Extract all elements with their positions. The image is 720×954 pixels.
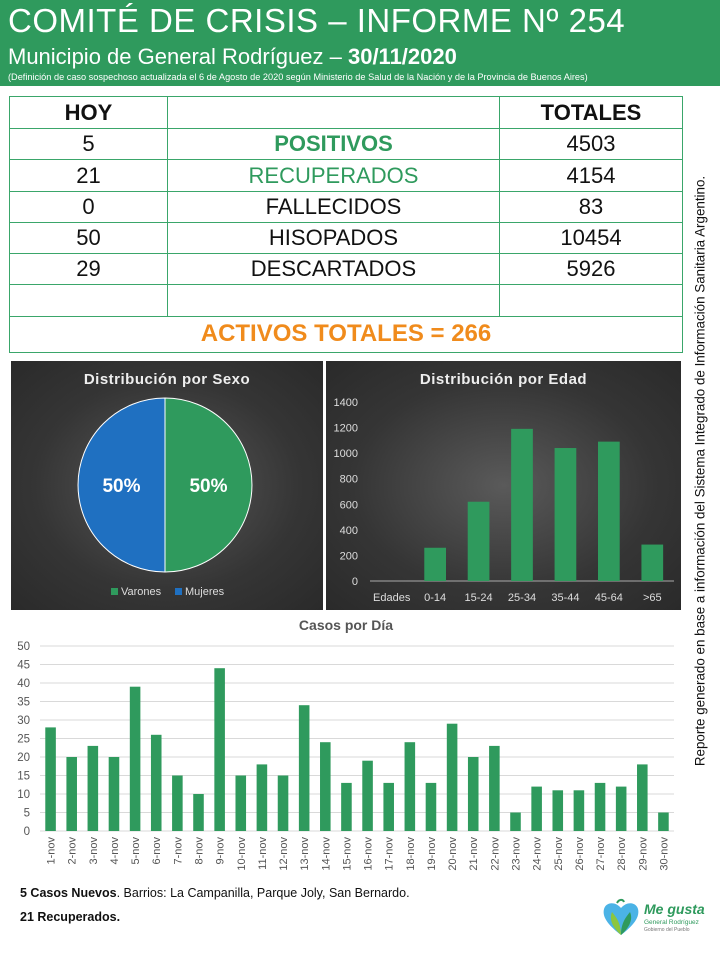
x-tick-label: 11-nov — [256, 837, 269, 870]
report-title: COMITÉ DE CRISIS – INFORME Nº 254 — [8, 2, 626, 39]
subtitle-place: Municipio de General Rodríguez – — [8, 44, 348, 69]
age-bar — [424, 548, 446, 581]
daily-bar — [45, 727, 56, 831]
daily-bar — [66, 757, 77, 831]
daily-bar — [257, 764, 268, 831]
daily-bar — [595, 783, 606, 831]
y-tick-label: 5 — [23, 807, 30, 820]
x-tick-label: 18-nov — [404, 837, 417, 871]
col-label-header — [168, 97, 500, 129]
age-bar — [468, 502, 490, 581]
new-cases-note — [20, 886, 410, 900]
x-tick-label: 25-34 — [507, 592, 537, 604]
logo-text: Me gusta — [644, 901, 705, 917]
today-value: 29 — [10, 254, 168, 285]
daily-bar — [109, 757, 120, 831]
age-bar — [598, 442, 620, 581]
active-total-row — [10, 316, 683, 352]
daily-bar — [172, 776, 183, 832]
legend-swatch — [175, 588, 182, 595]
y-tick-label: 35 — [17, 696, 30, 709]
x-tick-label: 28-nov — [616, 837, 629, 871]
y-tick-label: 400 — [339, 524, 358, 537]
x-tick-label: 24-nov — [531, 837, 544, 871]
age-distribution-panel — [326, 361, 681, 610]
legend-swatch — [111, 588, 118, 595]
col-today-header: HOY — [10, 97, 168, 129]
today-value: 50 — [10, 222, 168, 253]
blank-cell — [168, 285, 500, 316]
x-tick-label: 20-nov — [447, 837, 460, 871]
x-tick-label: >65 — [642, 592, 662, 604]
total-value: 5926 — [500, 254, 683, 285]
age-bar-chart — [326, 361, 681, 610]
report-date: 30/11/2020 — [347, 44, 457, 69]
x-tick-label: 6-nov — [151, 837, 164, 865]
total-value: 4503 — [500, 129, 683, 160]
age-bar — [555, 448, 577, 581]
x-tick-label: 25-nov — [552, 837, 565, 871]
municipality-logo — [600, 895, 710, 940]
y-tick-label: 15 — [17, 770, 30, 783]
daily-bar — [383, 783, 394, 831]
y-tick-label: 200 — [339, 550, 358, 563]
legend-entry: Mujeres — [185, 586, 225, 598]
x-tick-label: 9-nov — [214, 837, 227, 865]
x-tick-label: 23-nov — [510, 837, 523, 871]
blank-cell — [500, 285, 683, 316]
daily-chart-title: Casos por Día — [298, 617, 394, 633]
x-tick-label: 14-nov — [320, 837, 333, 871]
table-header-row — [10, 97, 683, 129]
x-tick-label: 5-nov — [130, 837, 143, 865]
y-tick-label: 50 — [17, 641, 30, 653]
daily-bar — [637, 764, 648, 831]
row-label: RECUPERADOS — [168, 160, 500, 191]
daily-cases-chart — [0, 614, 688, 876]
total-value: 10454 — [500, 222, 683, 253]
daily-bar — [88, 746, 99, 831]
table-row — [10, 222, 683, 253]
daily-bar — [278, 776, 289, 832]
y-tick-label: 25 — [17, 733, 30, 746]
daily-bar — [405, 742, 416, 831]
daily-bar — [320, 742, 331, 831]
x-tick-label: 16-nov — [362, 837, 375, 871]
row-label: DESCARTADOS — [168, 254, 500, 285]
daily-bar — [362, 761, 373, 831]
sex-pie-chart — [11, 361, 323, 610]
daily-bar — [214, 668, 225, 831]
row-label: HISOPADOS — [168, 222, 500, 253]
new-cases-barrios: . Barrios: La Campanilla, Parque Joly, San Bernardo. — [116, 886, 410, 900]
y-tick-label: 1200 — [333, 422, 358, 435]
daily-bar — [193, 794, 204, 831]
y-tick-label: 45 — [17, 659, 30, 672]
today-value: 21 — [10, 160, 168, 191]
blank-cell — [10, 285, 168, 316]
report-header — [0, 0, 720, 86]
x-axis-label: Edades — [373, 592, 411, 604]
sex-chart-title: Distribución por Sexo — [83, 371, 251, 388]
daily-bar — [531, 787, 542, 831]
table-row — [10, 254, 683, 285]
x-tick-label: 17-nov — [383, 837, 396, 871]
y-tick-label: 1000 — [333, 448, 358, 461]
x-tick-label: 15-24 — [464, 592, 493, 604]
sex-distribution-panel — [11, 361, 323, 610]
x-tick-label: 0-14 — [424, 592, 447, 604]
x-tick-label: 27-nov — [595, 837, 608, 871]
x-tick-label: 1-nov — [45, 837, 58, 865]
y-tick-label: 0 — [23, 826, 30, 838]
daily-bar — [510, 813, 521, 832]
daily-bar — [447, 724, 458, 831]
daily-bar — [574, 790, 585, 831]
daily-bar — [151, 735, 162, 831]
x-tick-label: 4-nov — [108, 837, 121, 865]
x-tick-label: 22-nov — [489, 837, 502, 871]
x-tick-label: 19-nov — [425, 837, 438, 871]
recovered-note: 21 Recuperados. — [20, 910, 121, 924]
x-tick-label: 3-nov — [87, 837, 100, 865]
row-label: FALLECIDOS — [168, 191, 500, 222]
table-row — [10, 160, 683, 191]
x-tick-label: 29-nov — [637, 837, 650, 871]
x-tick-label: 10-nov — [235, 837, 248, 871]
x-tick-label: 35-44 — [551, 592, 580, 604]
x-tick-label: 7-nov — [172, 837, 185, 865]
y-tick-label: 30 — [17, 715, 30, 727]
daily-bar — [341, 783, 352, 831]
stats-table — [9, 96, 683, 353]
pie-data-label: 50% — [102, 476, 141, 497]
col-total-header: TOTALES — [500, 97, 683, 129]
daily-bar — [489, 746, 500, 831]
logo-subtext: General Rodríguez — [644, 919, 699, 926]
daily-bar — [130, 687, 141, 831]
total-value: 4154 — [500, 160, 683, 191]
y-tick-label: 800 — [339, 473, 358, 486]
daily-bar — [552, 790, 563, 831]
x-tick-label: 26-nov — [573, 837, 586, 871]
table-blank-row — [10, 285, 683, 316]
x-tick-label: 13-nov — [299, 837, 312, 871]
side-source-text: Reporte generado en base a información del Sistema Integrado de Información Sanitaria Argentino. — [692, 175, 708, 767]
x-tick-label: 12-nov — [278, 837, 291, 871]
active-total: ACTIVOS TOTALES = 266 — [10, 316, 683, 352]
today-value: 5 — [10, 129, 168, 160]
y-tick-label: 0 — [351, 576, 358, 588]
today-value: 0 — [10, 191, 168, 222]
x-tick-label: 15-nov — [341, 837, 354, 871]
report-subtitle — [8, 44, 457, 70]
daily-bar — [426, 783, 437, 831]
legend-entry: Varones — [121, 586, 162, 598]
daily-bar — [658, 813, 669, 832]
new-cases-count: 5 Casos Nuevos — [20, 886, 117, 900]
y-tick-label: 40 — [17, 678, 30, 690]
x-tick-label: 45-64 — [594, 592, 623, 604]
row-label: POSITIVOS — [168, 129, 500, 160]
daily-bar — [616, 787, 627, 831]
logo-subtext-2: Gobierno del Pueblo — [644, 927, 690, 933]
y-tick-label: 10 — [17, 789, 30, 801]
heart-logo-icon — [600, 897, 642, 939]
table-row — [10, 129, 683, 160]
table-row — [10, 191, 683, 222]
daily-bar — [468, 757, 479, 831]
y-tick-label: 600 — [339, 499, 358, 512]
total-value: 83 — [500, 191, 683, 222]
age-bar — [511, 429, 533, 581]
y-tick-label: 20 — [17, 752, 30, 764]
daily-bar — [299, 705, 310, 831]
pie-data-label: 50% — [189, 476, 228, 497]
x-tick-label: 2-nov — [66, 837, 79, 865]
definition-note: (Definición de caso sospechoso actualizada el 6 de Agosto de 2020 según Ministerio de Salud de la Nación y de la Provincia de Buenos Aires) — [8, 72, 588, 82]
x-tick-label: 21-nov — [468, 837, 481, 871]
side-source-note — [688, 112, 712, 830]
age-bar — [641, 545, 663, 581]
x-tick-label: 30-nov — [658, 837, 671, 871]
x-tick-label: 8-nov — [193, 837, 206, 865]
y-tick-label: 1400 — [333, 397, 358, 409]
daily-bar — [235, 776, 246, 832]
age-chart-title: Distribución por Edad — [419, 371, 588, 388]
